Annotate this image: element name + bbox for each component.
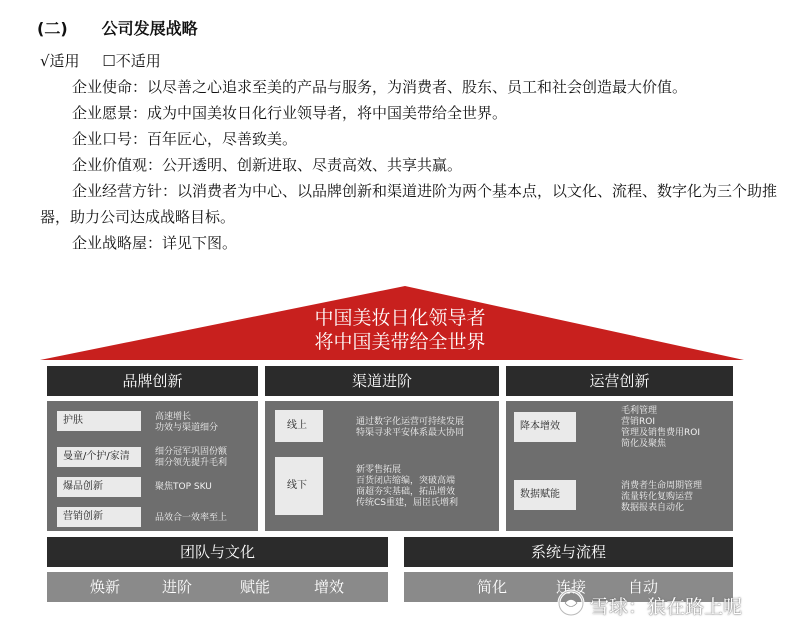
paragraph-policy: 企业经营方针：以消费者为中心、以品牌创新和渠道进阶为两个基本点，以文化、流程、数字化为三个助推器，助力公司达成战略目标。 bbox=[40, 182, 778, 226]
system-item-automate: 自动 bbox=[628, 578, 659, 596]
section-number: (二) bbox=[37, 19, 68, 38]
team-culture-header: 团队与文化 bbox=[47, 537, 388, 567]
team-item-renew: 焕新 bbox=[90, 578, 121, 596]
desc-data-enablement: 消费者生命周期管理 流量转化复购运营 数据报表自动化 bbox=[621, 481, 703, 513]
paragraph-house: 企业战略屋：详见下图。 bbox=[72, 234, 238, 252]
paragraph-slogan: 企业口号：百年匠心，尽善致美。 bbox=[72, 130, 298, 148]
desc-skincare: 高速增长 功效与渠道细分 bbox=[155, 412, 219, 433]
roof-line-2: 将中国美带给全世界 bbox=[314, 331, 486, 353]
paragraph-mission: 企业使命：以尽善之心追求至美的产品与服务，为消费者、股东、员工和社会创造最大价值。 bbox=[72, 78, 688, 96]
pillar-channel-header: 渠道进阶 bbox=[265, 366, 499, 396]
pillar-brand-header: 品牌创新 bbox=[47, 366, 258, 396]
tag-data-enablement: 数据赋能 bbox=[514, 480, 576, 510]
tag-skincare: 护肤 bbox=[57, 411, 141, 431]
desc-online: 通过数字化运营可持续发展 特渠寻求平安体系最大协同 bbox=[356, 417, 465, 438]
watermark-text: 雪球：狼在路上呢 bbox=[590, 596, 743, 618]
desc-offline: 新零售拓展 百货闭店缩编，突破高端 商超夯实基础，拓品增效 传统CS重建，屈臣氏增利 bbox=[356, 465, 458, 508]
tag-hit-products: 爆品创新 bbox=[57, 477, 141, 497]
tag-baby-care: 曼童/个护/家清 bbox=[57, 447, 141, 467]
applicable-option: √适用 bbox=[40, 52, 80, 70]
not-applicable-option: ☐不适用 bbox=[102, 52, 161, 70]
section-title: 公司发展战略 bbox=[101, 19, 198, 38]
tag-online: 线上 bbox=[275, 410, 323, 442]
team-item-advance: 进阶 bbox=[162, 578, 193, 596]
system-process-header: 系统与流程 bbox=[404, 537, 733, 567]
snowball-logo-icon bbox=[556, 588, 586, 622]
paragraph-values: 企业价值观：公开透明、创新进取、尽责高效、共享共赢。 bbox=[72, 156, 463, 174]
desc-cost-efficiency: 毛利管理 营销ROI 管理及销售费用ROI 简化及聚焦 bbox=[621, 406, 700, 449]
tag-cost-efficiency: 降本增效 bbox=[514, 412, 576, 442]
tag-offline: 线下 bbox=[275, 457, 323, 515]
team-item-efficiency: 增效 bbox=[314, 578, 345, 596]
desc-baby-care: 细分冠军巩固份额 细分领先提升毛利 bbox=[155, 447, 228, 468]
paragraph-vision: 企业愿景：成为中国美妆日化行业领导者，将中国美带给全世界。 bbox=[72, 104, 508, 122]
system-item-connect: 连接 bbox=[556, 578, 587, 596]
desc-hit-products: 聚焦TOP SKU bbox=[155, 482, 212, 492]
pillar-operations-header: 运营创新 bbox=[506, 366, 733, 396]
roof-line-1: 中国美妆日化领导者 bbox=[314, 307, 486, 329]
desc-marketing: 品效合一效率至上 bbox=[155, 513, 228, 523]
team-item-empower: 赋能 bbox=[240, 578, 271, 596]
system-item-simplify: 简化 bbox=[477, 578, 508, 596]
tag-marketing: 营销创新 bbox=[57, 507, 141, 527]
team-culture-bar bbox=[47, 572, 388, 602]
